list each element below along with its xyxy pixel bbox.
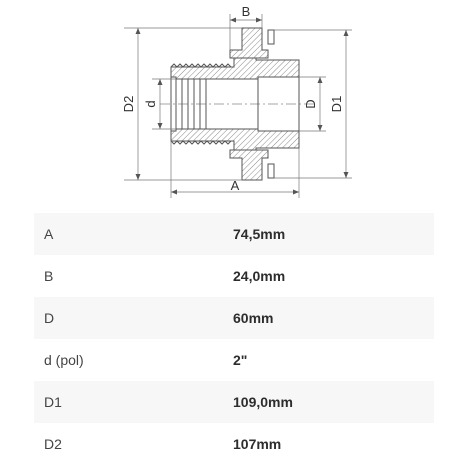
label-d1: D1 [329, 95, 344, 113]
spec-table [34, 213, 434, 465]
spec-value: 109,0mm [233, 394, 293, 410]
upper-lock-ring [268, 30, 274, 44]
spec-value: 107mm [233, 436, 282, 452]
spec-value: 2" [233, 352, 248, 368]
spec-row [34, 381, 434, 423]
spec-label: d (pol) [44, 352, 84, 368]
lower-lock-ring [268, 164, 274, 178]
spec-label: D2 [44, 436, 62, 452]
label-d2: D2 [121, 95, 136, 113]
technical-drawing [34, 0, 434, 213]
lower-wall [171, 129, 299, 180]
label-d: D [303, 99, 318, 109]
spec-value: 74,5mm [233, 226, 286, 242]
label-d-small: d [143, 100, 158, 108]
spec-label: B [44, 268, 54, 284]
spec-row [34, 213, 434, 255]
spec-row [34, 297, 434, 339]
upper-wall [171, 28, 299, 79]
label-b: B [241, 4, 251, 19]
spec-label: D [44, 310, 55, 326]
spec-row [34, 423, 434, 465]
spec-row [34, 339, 434, 381]
fitting-cross-section [34, 0, 434, 213]
spec-label: D1 [44, 394, 62, 410]
spec-row [34, 255, 434, 297]
spec-value: 24,0mm [233, 268, 286, 284]
label-a: A [230, 178, 240, 193]
spec-label: A [44, 226, 54, 242]
spec-value: 60mm [233, 310, 274, 326]
